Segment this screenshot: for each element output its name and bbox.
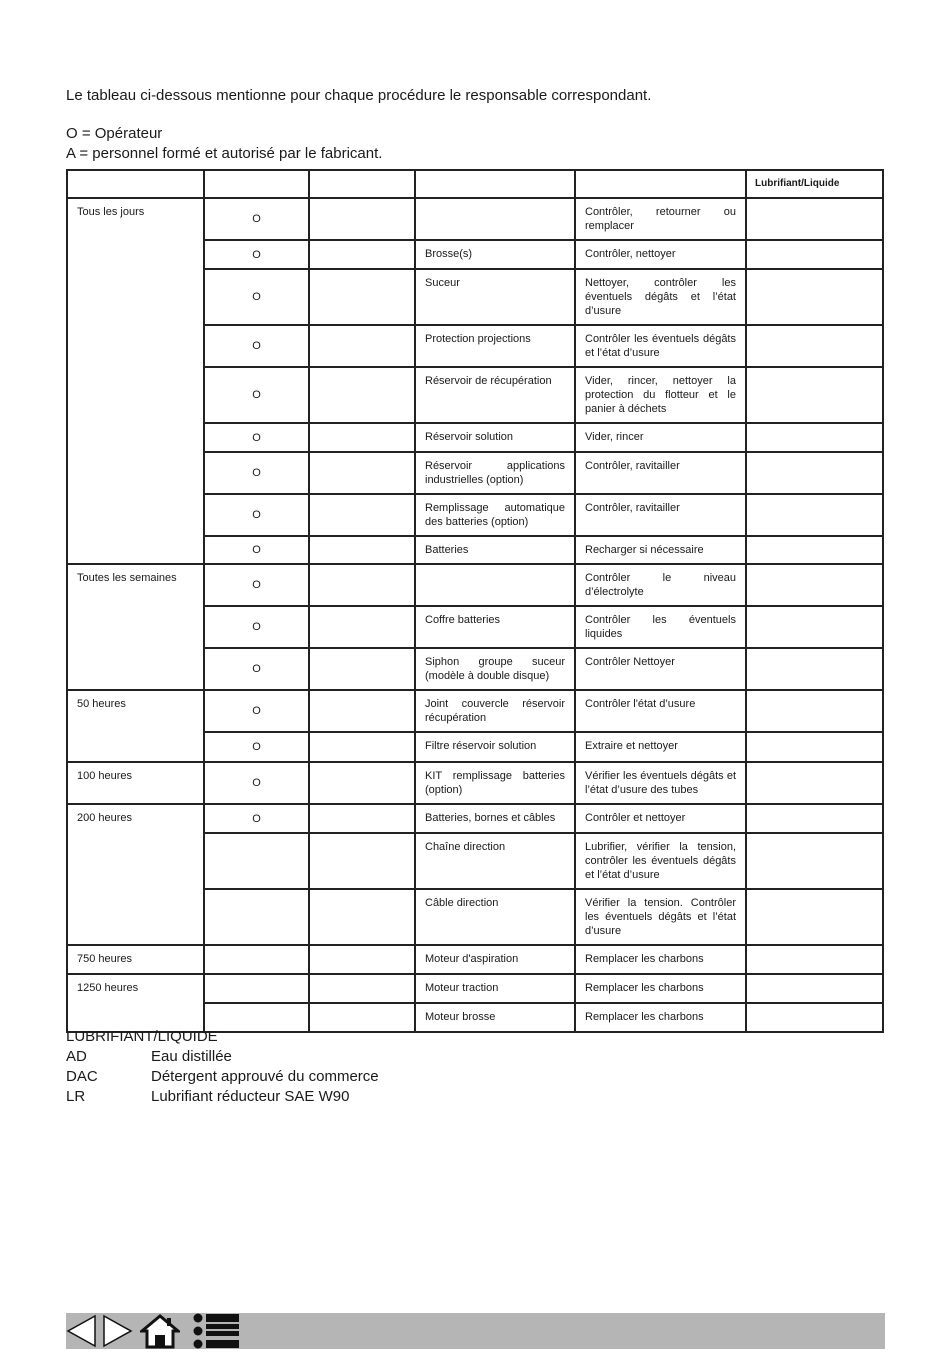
component-cell: Moteur d'aspiration bbox=[415, 945, 575, 974]
operation-cell: Extraire et nettoyer bbox=[575, 732, 746, 762]
frequency-cell: 750 heures bbox=[67, 945, 204, 974]
reference-cell bbox=[309, 833, 415, 889]
reference-cell bbox=[309, 240, 415, 269]
reference-cell bbox=[309, 889, 415, 945]
table-row bbox=[67, 762, 883, 804]
lubricant-cell bbox=[746, 269, 883, 325]
component-cell bbox=[415, 198, 575, 240]
operation-cell: Vider, rincer bbox=[575, 423, 746, 452]
lubricant-cell bbox=[746, 833, 883, 889]
reference-cell bbox=[309, 804, 415, 833]
table-row bbox=[67, 564, 883, 606]
intro-text: Le tableau ci-dessous mentionne pour chaque procédure le responsable correspondant. bbox=[66, 87, 652, 104]
component-cell: KIT remplissage batteries (option) bbox=[415, 762, 575, 804]
component-cell: Joint couvercle réservoir récupération bbox=[415, 690, 575, 732]
lubricant-cell bbox=[746, 423, 883, 452]
component-cell bbox=[415, 564, 575, 606]
lubricant-cell bbox=[746, 536, 883, 564]
reference-cell bbox=[309, 648, 415, 690]
reference-cell bbox=[309, 974, 415, 1003]
responsible-cell bbox=[204, 889, 309, 945]
operation-cell: Contrôler, retourner ou remplacer bbox=[575, 198, 746, 240]
reference-cell bbox=[309, 945, 415, 974]
table-row bbox=[67, 804, 883, 833]
operation-cell: Remplacer les charbons bbox=[575, 974, 746, 1003]
frequency-cell: 50 heures bbox=[67, 690, 204, 762]
frequency-cell: 100 heures bbox=[67, 762, 204, 804]
component-cell: Chaîne direction bbox=[415, 833, 575, 889]
lubricant-cell bbox=[746, 732, 883, 762]
operation-cell: Contrôler l'état d’usure bbox=[575, 690, 746, 732]
operation-cell: Contrôler, ravitailler bbox=[575, 494, 746, 536]
reference-cell bbox=[309, 494, 415, 536]
header-responsible bbox=[204, 170, 309, 198]
operation-cell: Vérifier la tension. Contrôler les éventuels dégâts et l’état d’usure bbox=[575, 889, 746, 945]
reference-cell bbox=[309, 732, 415, 762]
component-cell: Réservoir solution bbox=[415, 423, 575, 452]
reference-cell bbox=[309, 762, 415, 804]
responsible-cell bbox=[204, 945, 309, 974]
lubricant-cell bbox=[746, 606, 883, 648]
operation-cell: Remplacer les charbons bbox=[575, 945, 746, 974]
operation-cell: Contrôler les éventuels liquides bbox=[575, 606, 746, 648]
responsible-cell: O bbox=[204, 732, 309, 762]
lubricant-cell bbox=[746, 1003, 883, 1032]
component-cell: Câble direction bbox=[415, 889, 575, 945]
component-cell: Réservoir applications industrielles (option) bbox=[415, 452, 575, 494]
responsible-cell bbox=[204, 974, 309, 1003]
responsible-cell: O bbox=[204, 423, 309, 452]
lubricant-cell bbox=[746, 240, 883, 269]
header-lubricant: Lubrifiant/Liquide bbox=[746, 170, 883, 198]
reference-cell bbox=[309, 690, 415, 732]
lubricant-cell bbox=[746, 945, 883, 974]
frequency-cell: Toutes les semaines bbox=[67, 564, 204, 690]
operation-cell: Vider, rincer, nettoyer la protection du flotteur et le panier à déchets bbox=[575, 367, 746, 423]
responsible-cell: O bbox=[204, 536, 309, 564]
reference-cell bbox=[309, 452, 415, 494]
operation-cell: Recharger si nécessaire bbox=[575, 536, 746, 564]
responsible-cell: O bbox=[204, 804, 309, 833]
lubricant-label: Lubrifiant réducteur SAE W90 bbox=[151, 1088, 350, 1105]
reference-cell bbox=[309, 606, 415, 648]
responsible-cell: O bbox=[204, 452, 309, 494]
component-cell: Protection projections bbox=[415, 325, 575, 367]
operation-cell: Vérifier les éventuels dégâts et l’état d’usure des tubes bbox=[575, 762, 746, 804]
operation-cell: Contrôler, nettoyer bbox=[575, 240, 746, 269]
reference-cell bbox=[309, 367, 415, 423]
reference-cell bbox=[309, 564, 415, 606]
navigation-bar bbox=[66, 1313, 885, 1349]
lubricant-cell bbox=[746, 889, 883, 945]
legend-operator: O = Opérateur bbox=[66, 125, 163, 142]
responsible-cell: O bbox=[204, 240, 309, 269]
operation-cell: Nettoyer, contrôler les éventuels dégâts et l’état d’usure bbox=[575, 269, 746, 325]
component-cell: Moteur traction bbox=[415, 974, 575, 1003]
table-header-row bbox=[67, 170, 883, 198]
reference-cell bbox=[309, 536, 415, 564]
responsible-cell: O bbox=[204, 269, 309, 325]
next-page-icon[interactable] bbox=[101, 1313, 133, 1349]
operation-cell: Lubrifier, vérifier la tension, contrôler les éventuels dégâts et l’état d’usure bbox=[575, 833, 746, 889]
operation-cell: Contrôler Nettoyer bbox=[575, 648, 746, 690]
lubricant-cell bbox=[746, 974, 883, 1003]
frequency-cell: 1250 heures bbox=[67, 974, 204, 1032]
operation-cell: Contrôler, ravitailler bbox=[575, 452, 746, 494]
lubricant-cell bbox=[746, 494, 883, 536]
lubricant-legend-item bbox=[66, 1047, 379, 1067]
responsible-cell: O bbox=[204, 762, 309, 804]
table-row bbox=[67, 945, 883, 974]
responsible-cell: O bbox=[204, 325, 309, 367]
operation-cell: Contrôler les éventuels dégâts et l’état d’usure bbox=[575, 325, 746, 367]
lubricant-legend-title: LUBRIFIANT/LIQUIDE bbox=[66, 1028, 218, 1045]
table-row bbox=[67, 690, 883, 732]
responsible-cell: O bbox=[204, 367, 309, 423]
component-cell: Suceur bbox=[415, 269, 575, 325]
component-cell: Réservoir de récupération bbox=[415, 367, 575, 423]
lubricant-legend-item bbox=[66, 1067, 379, 1087]
component-cell: Filtre réservoir solution bbox=[415, 732, 575, 762]
lubricant-cell bbox=[746, 762, 883, 804]
component-cell: Batteries, bornes et câbles bbox=[415, 804, 575, 833]
responsible-cell bbox=[204, 833, 309, 889]
frequency-cell: 200 heures bbox=[67, 804, 204, 945]
lubricant-code: AD bbox=[66, 1048, 87, 1065]
component-cell: Batteries bbox=[415, 536, 575, 564]
component-cell: Moteur brosse bbox=[415, 1003, 575, 1032]
component-cell: Siphon groupe suceur (modèle à double disque) bbox=[415, 648, 575, 690]
lubricant-label: Eau distillée bbox=[151, 1048, 232, 1065]
lubricant-cell bbox=[746, 564, 883, 606]
reference-cell bbox=[309, 198, 415, 240]
lubricant-cell bbox=[746, 804, 883, 833]
header-operation bbox=[575, 170, 746, 198]
responsible-cell: O bbox=[204, 606, 309, 648]
lubricant-cell bbox=[746, 690, 883, 732]
operation-cell: Contrôler et nettoyer bbox=[575, 804, 746, 833]
lubricant-cell bbox=[746, 325, 883, 367]
responsible-cell: O bbox=[204, 690, 309, 732]
previous-page-icon[interactable] bbox=[66, 1313, 98, 1349]
responsible-cell: O bbox=[204, 648, 309, 690]
reference-cell bbox=[309, 423, 415, 452]
header-frequency bbox=[67, 170, 204, 198]
lubricant-code: LR bbox=[66, 1088, 86, 1105]
responsible-cell: O bbox=[204, 494, 309, 536]
responsible-cell: O bbox=[204, 198, 309, 240]
lubricant-cell bbox=[746, 367, 883, 423]
lubricant-cell bbox=[746, 452, 883, 494]
lubricant-legend bbox=[66, 1027, 379, 1107]
lubricant-cell bbox=[746, 198, 883, 240]
component-cell: Brosse(s) bbox=[415, 240, 575, 269]
header-component bbox=[415, 170, 575, 198]
operation-cell: Remplacer les charbons bbox=[575, 1003, 746, 1032]
lubricant-cell bbox=[746, 648, 883, 690]
maintenance-table bbox=[66, 169, 884, 1033]
reference-cell bbox=[309, 269, 415, 325]
index-list-icon[interactable] bbox=[192, 1313, 240, 1349]
reference-cell bbox=[309, 325, 415, 367]
operation-cell: Contrôler le niveau d’électrolyte bbox=[575, 564, 746, 606]
header-reference bbox=[309, 170, 415, 198]
component-cell: Remplissage automatique des batteries (option) bbox=[415, 494, 575, 536]
lubricant-legend-item bbox=[66, 1087, 379, 1107]
component-cell: Coffre batteries bbox=[415, 606, 575, 648]
responsible-cell: O bbox=[204, 564, 309, 606]
table-row bbox=[67, 974, 883, 1003]
home-icon[interactable] bbox=[140, 1313, 180, 1349]
lubricant-code: DAC bbox=[66, 1068, 98, 1085]
lubricant-label: Détergent approuvé du commerce bbox=[151, 1068, 379, 1085]
legend-authorized: A = personnel formé et autorisé par le fabricant. bbox=[66, 145, 383, 162]
table-row bbox=[67, 198, 883, 240]
frequency-cell: Tous les jours bbox=[67, 198, 204, 564]
